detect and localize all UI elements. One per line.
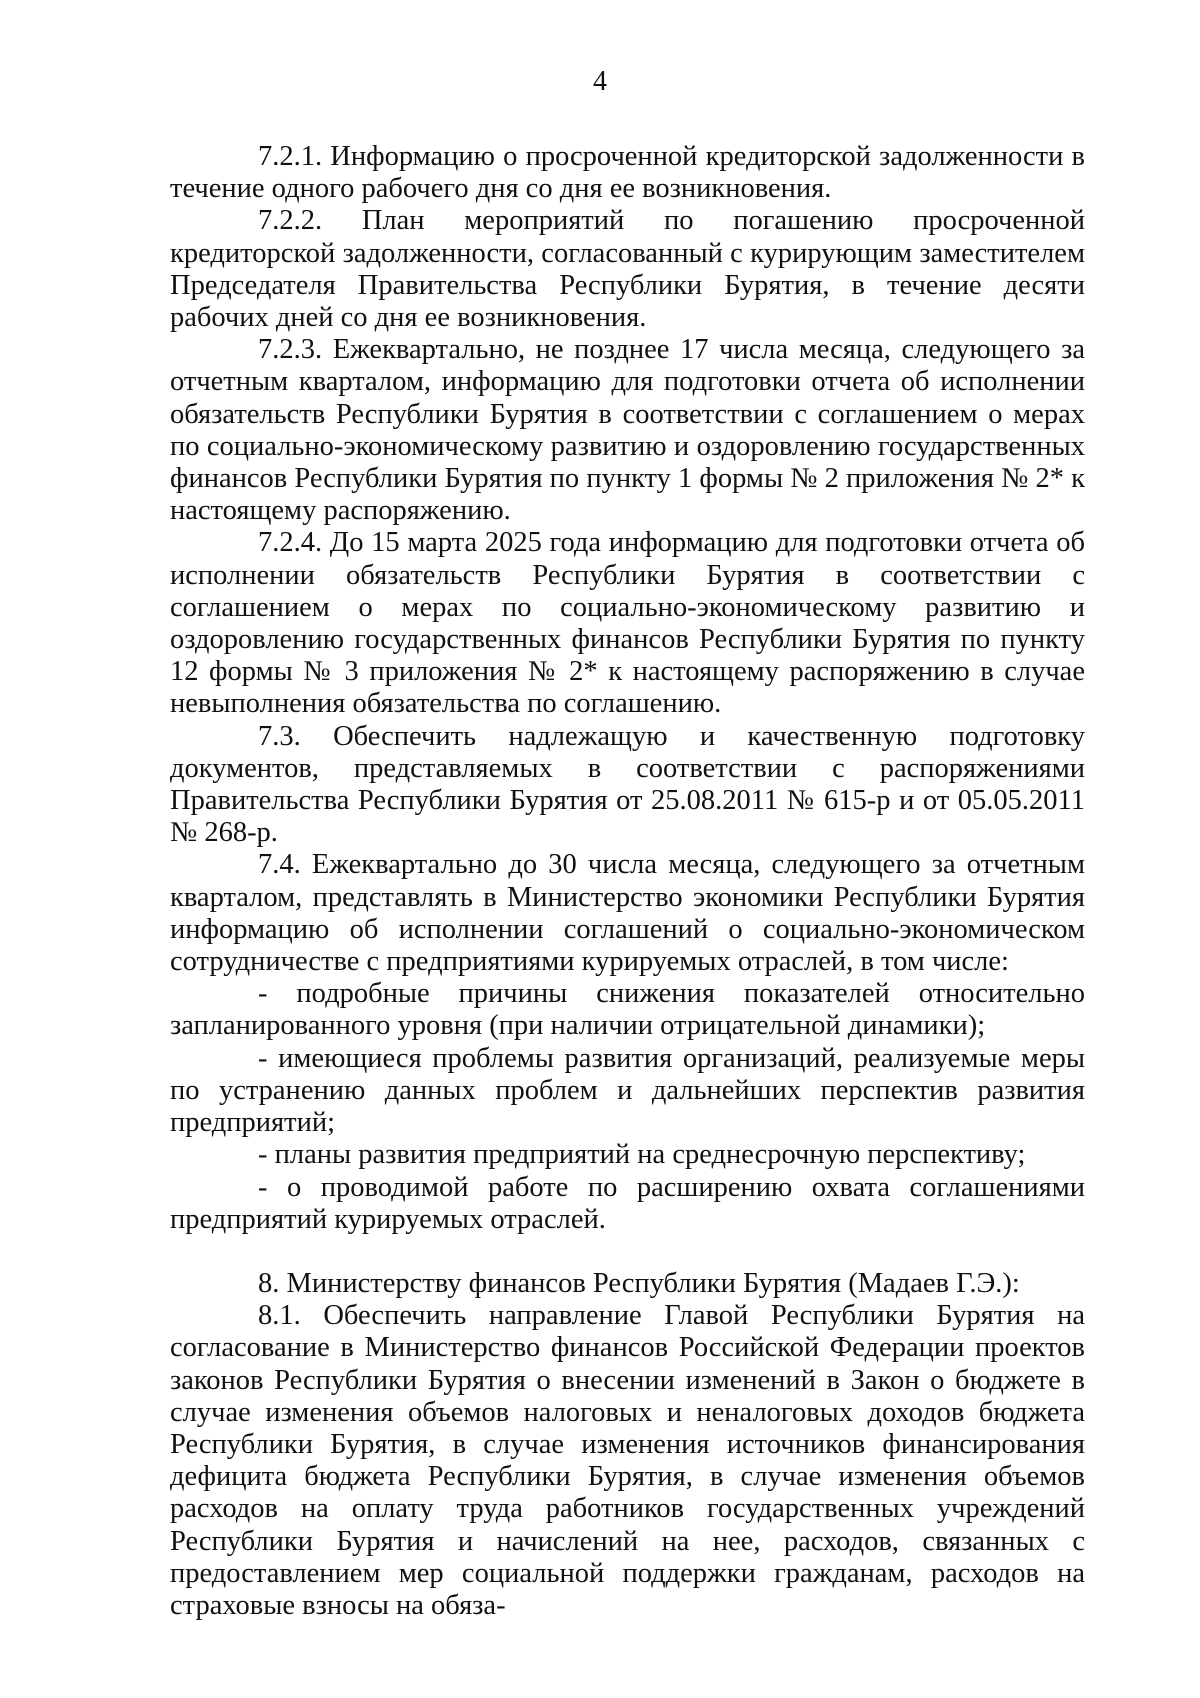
paragraph-7-4: 7.4. Ежеквартально до 30 числа месяца, следующего за отчетным кварталом, представлять в Министерство экономики Республики Бурятия информацию об исполнении соглашений о социально-экономическом сотрудничестве с предприятиями курируемых отраслей, в том числе: <box>170 849 1085 978</box>
paragraph-7-2-1: 7.2.1. Информацию о просроченной кредиторской задолженности в течение одного рабочего дня со дня ее возникновения. <box>170 141 1085 205</box>
paragraph-7-2-3: 7.2.3. Ежеквартально, не позднее 17 числа месяца, следующего за отчетным кварталом, информацию для подготовки отчета об исполнении обязательств Республики Бурятия в соответствии с соглашением о мерах по социально-экономическому развитию и оздоровлению государственных финансов Республики Бурятия по пункту 1 формы № 2 приложения № 2* к настоящему распоряжению. <box>170 334 1085 527</box>
paragraph-8: 8. Министерству финансов Республики Бурятия (Мадаев Г.Э.): <box>258 1267 1020 1299</box>
document-body <box>170 141 1085 1622</box>
paragraph-8-1: 8.1. Обеспечить направление Главой Республики Бурятия на согласование в Министерство финансов Российской Федерации проектов законов Республики Бурятия о внесении изменений в Закон о бюджете в случае изменения объемов налоговых и неналоговых доходов бюджета Республики Бурятия, в случае изменения источников финансирования дефицита бюджета Республики Бурятия, в случае изменения объемов расходов на оплату труда работников государственных учреждений Республики Бурятия и начислений на нее, расходов, связанных с предоставлением мер социальной поддержки гражданам, расходов на страховые взносы на обяза- <box>170 1300 1085 1621</box>
page-number: 4 <box>593 66 607 97</box>
paragraph-7-2-4: 7.2.4. До 15 марта 2025 года информацию для подготовки отчета об исполнении обязательств Республики Бурятия в соответствии с соглашением о мерах по социально-экономическому развитию и оздоровлению государственных финансов Республики Бурятия по пункту 12 формы № 3 приложения № 2* к настоящему распоряжению в случае невыполнения обязательства по соглашению. <box>170 527 1085 720</box>
list-item-development-problems: - имеющиеся проблемы развития организаций, реализуемые меры по устранению данных проблем и дальнейших перспектив развития предприятий; <box>170 1042 1085 1139</box>
list-item-development-plans: - планы развития предприятий на среднесрочную перспективу; <box>258 1139 1026 1171</box>
paragraph-7-2-2: 7.2.2. План мероприятий по погашению просроченной кредиторской задолженности, согласованный с курирующим заместителем Председателя Правительства Республики Бурятия, в течение десяти рабочих дней со дня ее возникновения. <box>170 205 1085 334</box>
list-item-agreement-coverage: - о проводимой работе по расширению охвата соглашениями предприятий курируемых отраслей. <box>170 1171 1085 1235</box>
list-item-decline-reasons: - подробные причины снижения показателей относительно запланированного уровня (при наличии отрицательной динамики); <box>170 978 1085 1042</box>
paragraph-7-3: 7.3. Обеспечить надлежащую и качественную подготовку документов, представляемых в соответствии с распоряжениями Правительства Республики Бурятия от 25.08.2011 № 615-р и от 05.05.2011 № 268-р. <box>170 720 1085 849</box>
